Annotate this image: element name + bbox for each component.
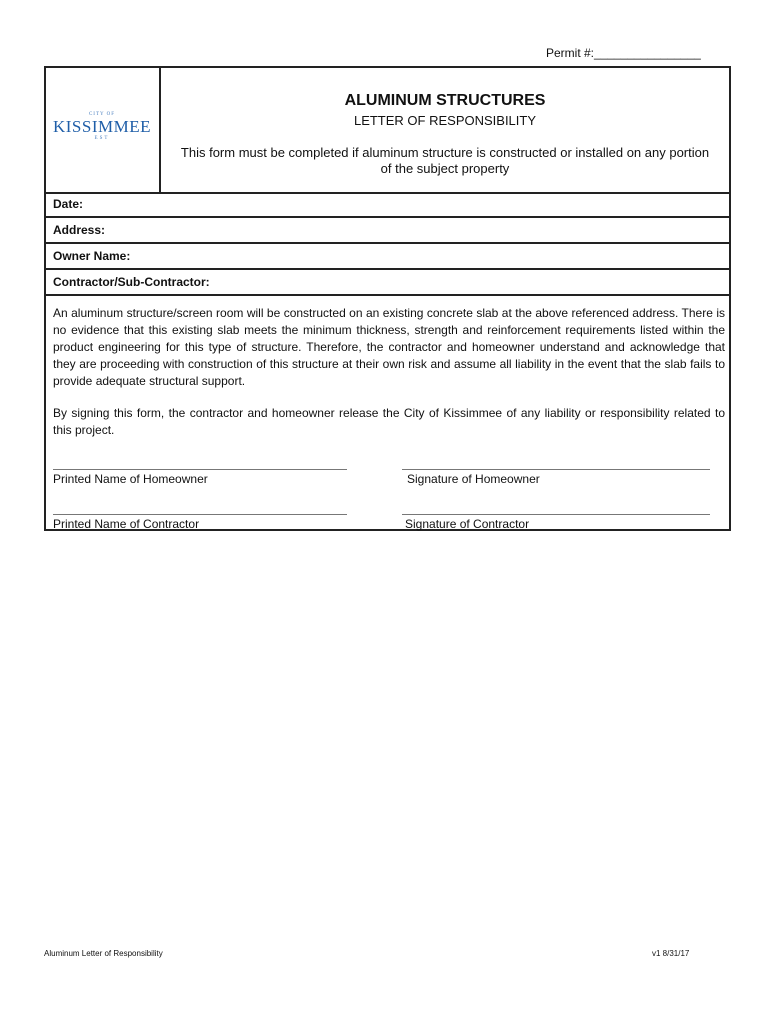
printed-homeowner-line[interactable] <box>53 469 347 470</box>
printed-homeowner-label: Printed Name of Homeowner <box>53 472 208 486</box>
liability-paragraph: An aluminum structure/screen room will be constructed on an existing concrete slab at the above referenced address. There is no evidence that this existing slab meets the minimum thickness, strength and reinforcement requirements listed within the product engineering for this type of structure. Therefore, the contractor and homeowner understand and acknowledge that they are proceeding with construction of this structure at their own risk and assume all liability in the event that the slab fails to provide adequate structural support. <box>53 306 725 388</box>
owner-name-field[interactable] <box>46 244 729 270</box>
form-box <box>44 66 731 531</box>
form-subtitle: LETTER OF RESPONSIBILITY <box>353 113 537 128</box>
logo-top-text: CITY OF <box>88 112 116 117</box>
release-paragraph: By signing this form, the contractor and homeowner release the City of Kissimmee of any liability or responsibility related to this project. <box>53 406 725 437</box>
printed-contractor-line[interactable] <box>53 514 347 515</box>
owner-name-label: Owner Name: <box>53 249 131 263</box>
address-label: Address: <box>53 223 106 237</box>
printed-contractor-label: Printed Name of Contractor <box>53 517 200 531</box>
signature-homeowner-label: Signature of Homeowner <box>407 472 540 486</box>
footer-version: v1 8/31/17 <box>652 949 690 958</box>
permit-label: Permit #: <box>546 46 595 60</box>
logo-main-text: KISSIMMEE <box>52 117 151 136</box>
city-logo <box>52 112 152 146</box>
signature-contractor-label: Signature of Contractor <box>405 517 530 531</box>
permit-blank[interactable]: ________________ <box>594 46 701 60</box>
form-instruction: This form must be completed if aluminum structure is constructed or installed on any portion of the subject property <box>180 145 710 176</box>
contractor-label: Contractor/Sub-Contractor: <box>53 275 210 289</box>
agreement-text <box>53 305 725 454</box>
footer-doc-name: Aluminum Letter of Responsibility <box>44 949 163 958</box>
signature-contractor-line[interactable] <box>402 514 710 515</box>
form-title: ALUMINUM STRUCTURES <box>344 92 546 109</box>
date-field[interactable] <box>46 192 729 218</box>
signature-homeowner-line[interactable] <box>402 469 710 470</box>
logo-cell <box>46 68 161 192</box>
permit-number <box>546 46 701 60</box>
header-row <box>46 68 729 194</box>
title-cell <box>161 68 729 192</box>
date-label: Date: <box>53 197 84 211</box>
address-field[interactable] <box>46 218 729 244</box>
logo-bottom-text: EST <box>94 136 110 141</box>
contractor-field[interactable] <box>46 270 729 296</box>
